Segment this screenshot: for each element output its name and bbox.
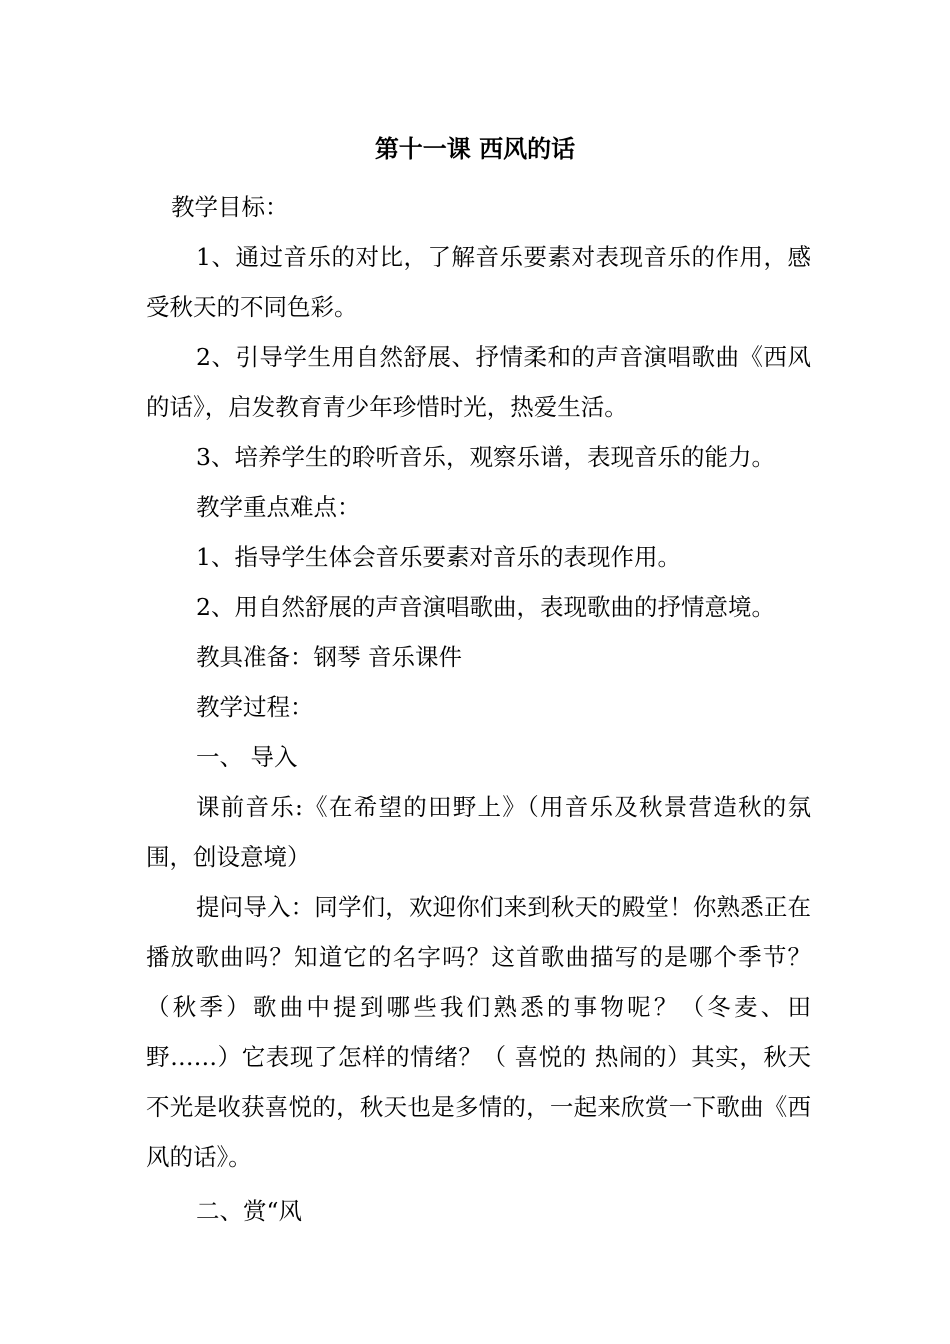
key-point-2: 2、用自然舒展的声音演唱歌曲，表现歌曲的抒情意境。 bbox=[196, 593, 775, 621]
key-point-1: 1、指导学生体会音乐要素对音乐的表现作用。 bbox=[196, 543, 681, 571]
question-intro: 提问导入：同学们，欢迎你们来到秋天的殿堂！你熟悉正在播放歌曲吗？知道它的名字吗？这首歌曲描写的是哪个季节？（秋季）歌曲中提到哪些我们熟悉的事物呢？（冬麦、田野……）它表现了怎样的情绪？（ 喜悦的 热闹的）其实，秋天不光是收获喜悦的，秋天也是多情的，一起来欣赏一下歌曲《西风的话》。 bbox=[146, 893, 811, 1171]
document-body bbox=[146, 182, 811, 1236]
step-1-heading: 一、 导入 bbox=[196, 743, 298, 771]
pre-class-music: 课前音乐:《在希望的田野上》（用音乐及秋景营造秋的氛围，创设意境） bbox=[146, 793, 811, 871]
document-title: 第十一课 西风的话 bbox=[374, 135, 576, 163]
goal-item-3: 3、培养学生的聆听音乐，观察乐谱，表现音乐的能力。 bbox=[196, 443, 775, 471]
step-2-heading: 二、赏“风 bbox=[196, 1197, 303, 1225]
goal-item-1: 1、通过音乐的对比，了解音乐要素对表现音乐的作用，感受秋天的不同色彩。 bbox=[146, 243, 811, 321]
section-heading-teaching-goals: 教学目标： bbox=[171, 193, 289, 221]
section-heading-process: 教学过程： bbox=[196, 693, 314, 721]
teaching-materials: 教具准备：钢琴 音乐课件 bbox=[196, 643, 462, 671]
goal-item-2: 2、引导学生用自然舒展、抒情柔和的声音演唱歌曲《西风的话》，启发教育青少年珍惜时光，热爱生活。 bbox=[146, 343, 811, 421]
section-heading-key-points: 教学重点难点： bbox=[196, 493, 361, 521]
